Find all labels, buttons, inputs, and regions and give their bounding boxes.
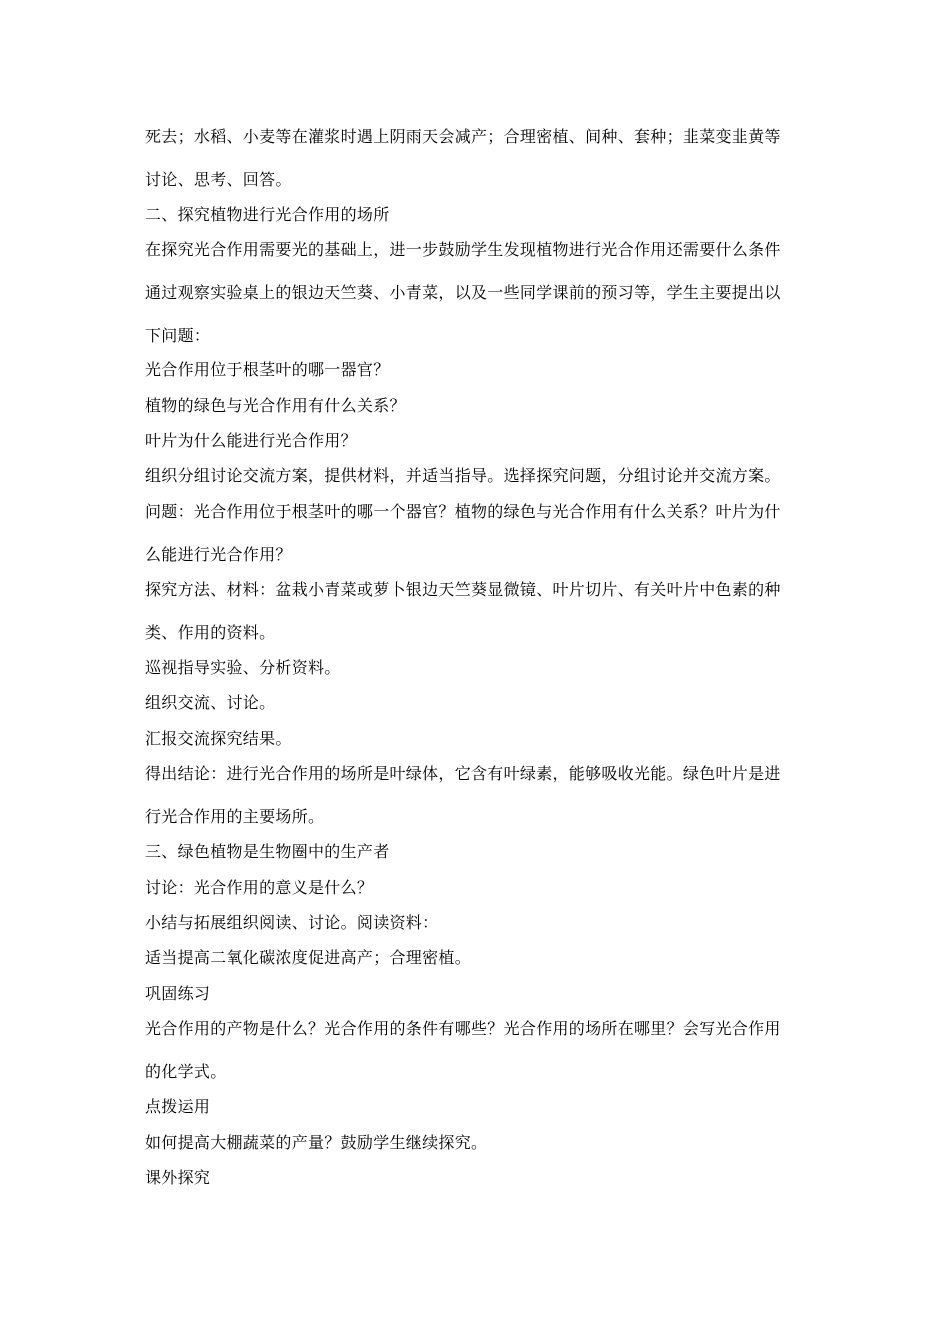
text-line: 如何提高大棚蔬菜的产量？鼓励学生继续探究。 <box>145 1133 488 1152</box>
text-line: 得出结论：进行光合作用的场所是叶绿体，它含有叶绿素，能够吸收光能。绿色叶片是进 <box>145 764 781 783</box>
text-line: 么能进行光合作用？ <box>145 545 292 564</box>
text-line: 叶片为什么能进行光合作用？ <box>145 431 357 450</box>
text-line: 组织分组讨论交流方案，提供材料，并适当指导。选择探究问题，分组讨论并交流方案。 <box>145 466 781 485</box>
text-line: 的化学式。 <box>145 1062 227 1081</box>
text-line: 行光合作用的主要场所。 <box>145 807 325 826</box>
text-line: 适当提高二氧化碳浓度促进高产；合理密植。 <box>145 948 472 967</box>
text-line: 类、作用的资料。 <box>145 623 276 642</box>
text-line: 光合作用的产物是什么？光合作用的条件有哪些？光合作用的场所在哪里？会写光合作用 <box>145 1019 781 1038</box>
text-line: 通过观察实验桌上的银边天竺葵、小青菜，以及一些同学课前的预习等，学生主要提出以 <box>145 283 781 302</box>
text-line: 问题：光合作用位于根茎叶的哪一个器官？植物的绿色与光合作用有什么关系？叶片为什 <box>145 502 781 521</box>
text-line: 讨论、思考、回答。 <box>145 170 292 189</box>
text-line: 讨论：光合作用的意义是什么？ <box>145 878 374 897</box>
text-line: 在探究光合作用需要光的基础上，进一步鼓励学生发现植物进行光合作用还需要什么条件 <box>145 240 781 259</box>
text-line: 光合作用位于根茎叶的哪一器官？ <box>145 360 390 379</box>
section-heading: 点拨运用 <box>145 1097 211 1116</box>
text-line: 死去；水稻、小麦等在灌浆时遇上阴雨天会减产；合理密植、间种、套种；韭菜变韭黄等 <box>145 127 781 146</box>
text-line: 植物的绿色与光合作用有什么关系？ <box>145 396 406 415</box>
text-line: 汇报交流探究结果。 <box>145 729 292 748</box>
section-heading: 三、绿色植物是生物圈中的生产者 <box>145 842 390 861</box>
section-heading: 二、探究植物进行光合作用的场所 <box>145 205 390 224</box>
section-heading: 巩固练习 <box>145 984 211 1003</box>
text-line: 下问题： <box>145 326 211 345</box>
section-heading: 课外探究 <box>145 1168 211 1187</box>
text-line: 巡视指导实验、分析资料。 <box>145 658 341 677</box>
text-line: 小结与拓展组织阅读、讨论。阅读资料： <box>145 913 439 932</box>
text-line: 组织交流、讨论。 <box>145 693 276 712</box>
text-line: 探究方法、材料：盆栽小青菜或萝卜银边天竺葵显微镜、叶片切片、有关叶片中色素的种 <box>145 580 781 599</box>
